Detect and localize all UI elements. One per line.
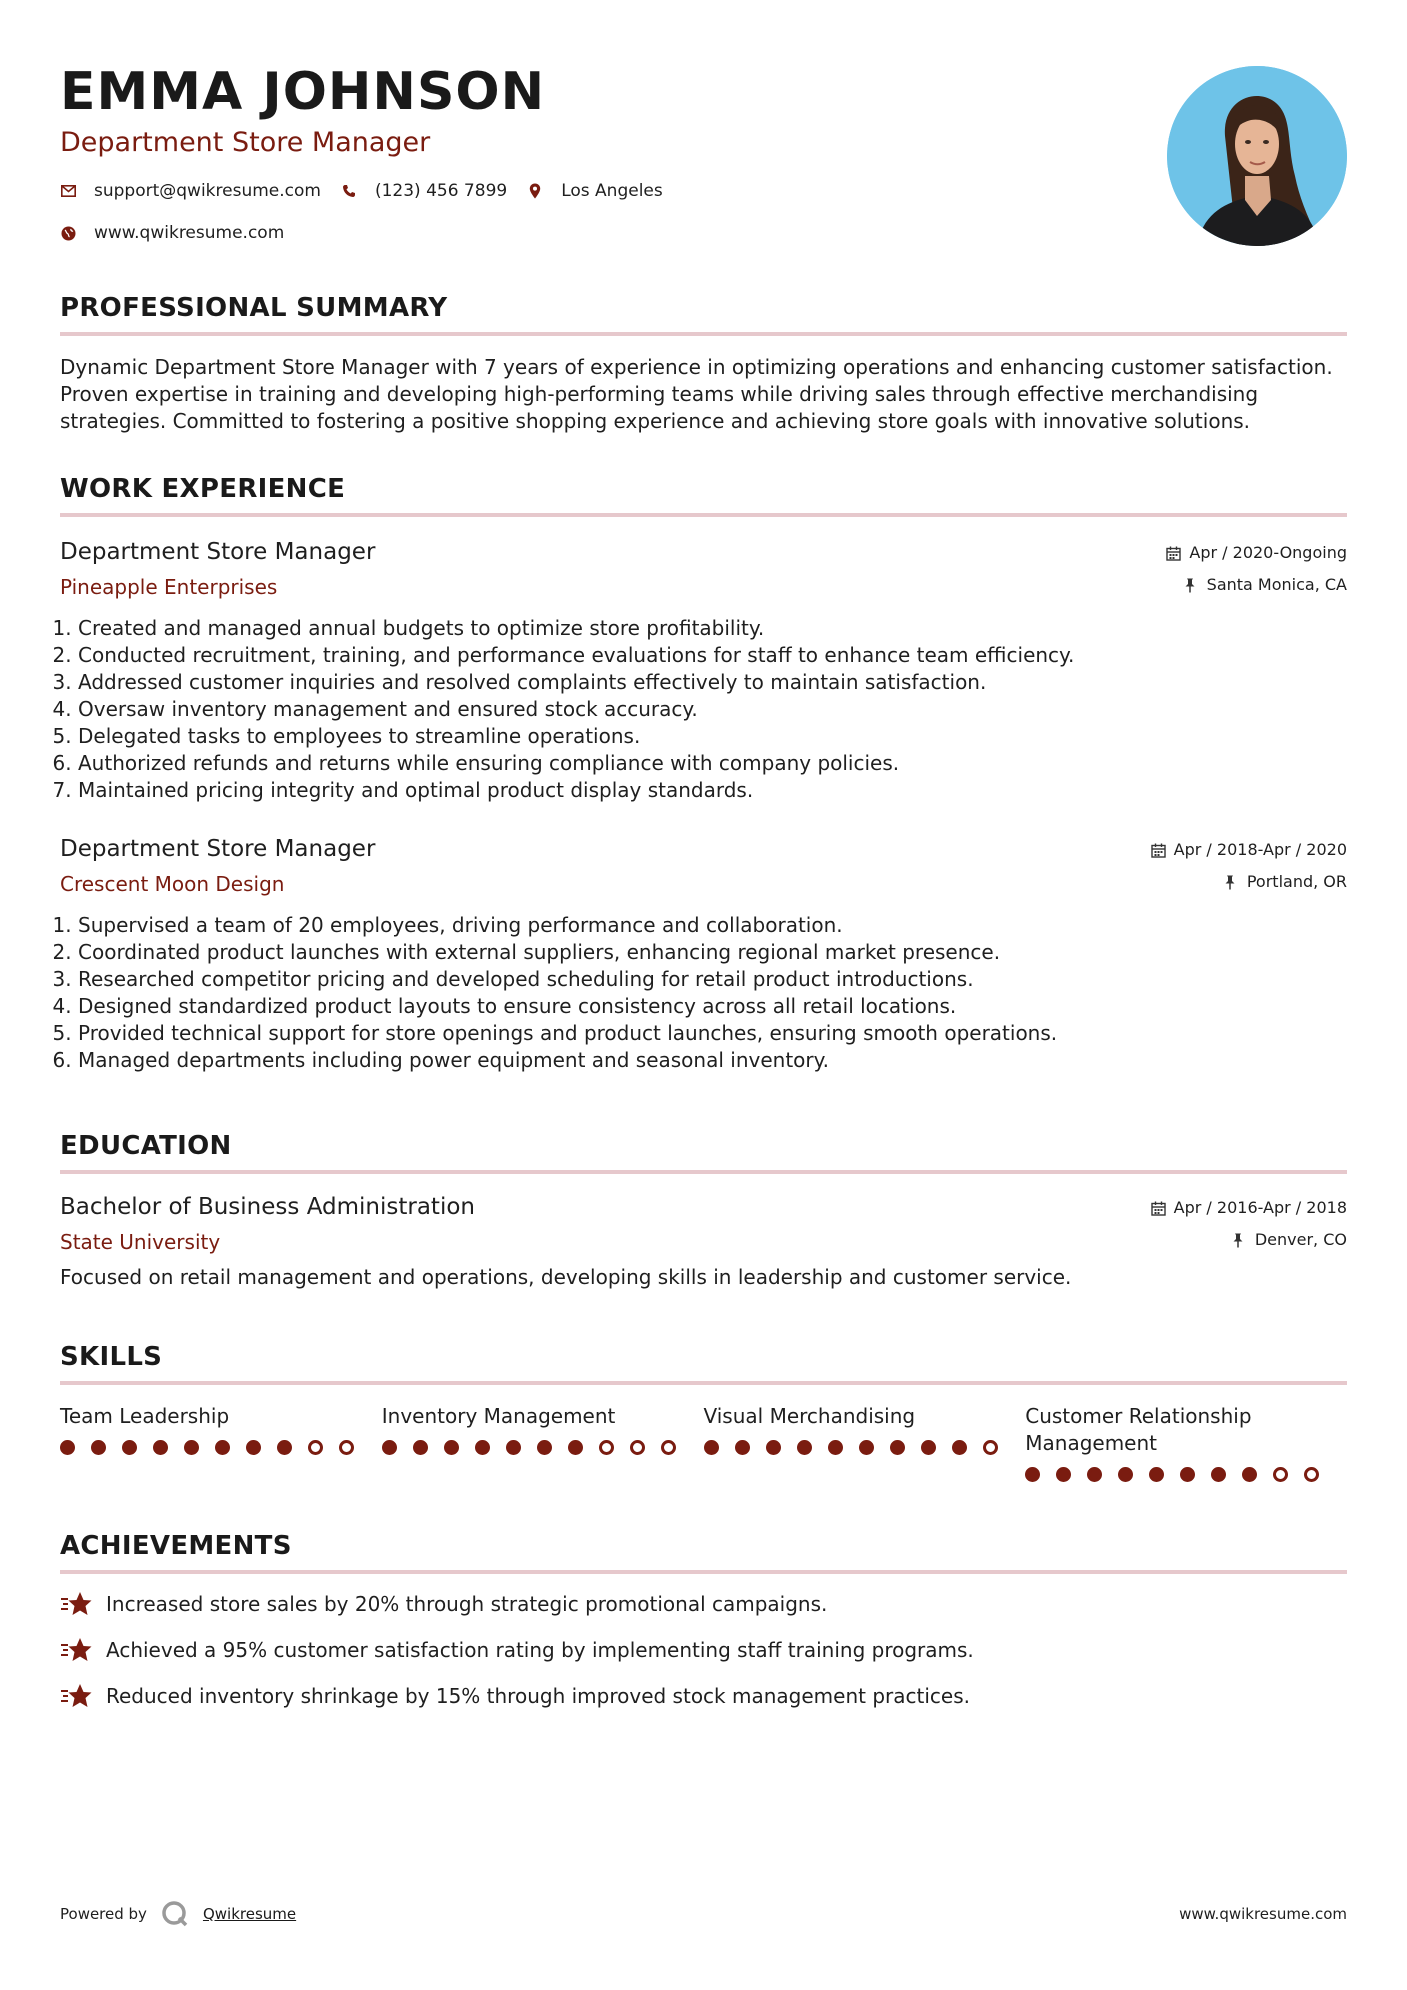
- contact-email[interactable]: [60, 181, 321, 201]
- calendar-icon: [1151, 1201, 1166, 1216]
- contact-location: [527, 181, 663, 201]
- summary-section: [60, 292, 1347, 435]
- job-dates-text: Apr / 2020-Ongoing: [1189, 543, 1347, 562]
- job-role: Department Store Manager: [60, 836, 376, 862]
- job-entry: [60, 537, 1347, 804]
- skill-item: [1025, 1403, 1347, 1482]
- rating-dot-filled: [444, 1440, 459, 1455]
- rating-dot-empty: [630, 1440, 645, 1455]
- achievement-text: Increased store sales by 20% through strategic promotional campaigns.: [106, 1591, 828, 1616]
- star-badge-icon: [60, 1636, 92, 1664]
- rating-dot-empty: [661, 1440, 676, 1455]
- skill-rating: [60, 1440, 382, 1455]
- experience-section: [60, 473, 1347, 1074]
- job-duties: [60, 912, 1347, 1074]
- pushpin-icon: [1224, 875, 1239, 890]
- pushpin-icon: [1184, 578, 1199, 593]
- contact-row: [60, 180, 1347, 202]
- skill-name: Team Leadership: [60, 1404, 230, 1428]
- rating-dot-filled: [1211, 1467, 1226, 1482]
- rating-dot-filled: [215, 1440, 230, 1455]
- rating-dot-filled: [952, 1440, 967, 1455]
- job-dates: [1166, 543, 1347, 563]
- achievement-item: [60, 1636, 1347, 1664]
- job-location: [1166, 575, 1347, 595]
- duty-item: 7. Maintained pricing integrity and optimal product display standards.: [78, 777, 1347, 804]
- skill-rating: [704, 1440, 1026, 1455]
- rating-dot-filled: [766, 1440, 781, 1455]
- achievements-heading: ACHIEVEMENTS: [60, 1530, 1347, 1574]
- rating-dot-filled: [506, 1440, 521, 1455]
- job-duties: [60, 615, 1347, 804]
- duty-item: 3. Researched competitor pricing and developed scheduling for retail product introductions.: [78, 966, 1347, 993]
- duty-item: 1. Supervised a team of 20 employees, driving performance and collaboration.: [78, 912, 1347, 939]
- skill-name: Visual Merchandising: [703, 1404, 916, 1428]
- rating-dot-filled: [1025, 1467, 1040, 1482]
- rating-dot-filled: [1056, 1467, 1071, 1482]
- page-footer: [60, 1900, 1347, 1928]
- rating-dot-filled: [537, 1440, 552, 1455]
- rating-dot-filled: [1149, 1467, 1164, 1482]
- calendar-icon: [1166, 546, 1181, 561]
- calendar-icon: [1151, 843, 1166, 858]
- map-pin-icon: [527, 183, 543, 199]
- job-location-text: Portland, OR: [1246, 872, 1347, 891]
- achievement-text: Achieved a 95% customer satisfaction rating by implementing staff training programs.: [106, 1637, 974, 1662]
- job-entry: [60, 834, 1347, 1074]
- school: State University: [60, 1230, 221, 1254]
- skill-item: [382, 1403, 704, 1482]
- duty-item: 2. Conducted recruitment, training, and performance evaluations for staff to enhance team efficiency.: [78, 642, 1347, 669]
- rating-dot-filled: [1118, 1467, 1133, 1482]
- rating-dot-empty: [1304, 1467, 1319, 1482]
- rating-dot-filled: [475, 1440, 490, 1455]
- education-section: [60, 1130, 1347, 1291]
- job-dates: [1151, 840, 1347, 860]
- rating-dot-filled: [735, 1440, 750, 1455]
- duty-item: 6. Authorized refunds and returns while ensuring compliance with company policies.: [78, 750, 1347, 777]
- duty-item: 5. Provided technical support for store openings and product launches, ensuring smooth operations.: [78, 1020, 1347, 1047]
- duty-item: 4. Oversaw inventory management and ensured stock accuracy.: [78, 696, 1347, 723]
- email-text: support@qwikresume.com: [94, 181, 321, 201]
- skill-item: [704, 1403, 1026, 1482]
- skills-heading: SKILLS: [60, 1341, 1347, 1385]
- phone-icon: [341, 183, 357, 199]
- job-role: Department Store Manager: [60, 539, 376, 565]
- education-entry: [60, 1192, 1347, 1291]
- profile-photo: [1167, 66, 1347, 246]
- rating-dot-filled: [859, 1440, 874, 1455]
- powered-by: [60, 1900, 296, 1928]
- job-company: Crescent Moon Design: [60, 872, 285, 896]
- rating-dot-filled: [122, 1440, 137, 1455]
- rating-dot-filled: [413, 1440, 428, 1455]
- envelope-icon: [60, 183, 76, 199]
- education-heading: EDUCATION: [60, 1130, 1347, 1174]
- rating-dot-empty: [983, 1440, 998, 1455]
- education-dates-text: Apr / 2016-Apr / 2018: [1173, 1198, 1347, 1217]
- job-company: Pineapple Enterprises: [60, 575, 278, 599]
- contact-website[interactable]: [60, 223, 284, 243]
- duty-item: 5. Delegated tasks to employees to streamline operations.: [78, 723, 1347, 750]
- rating-dot-filled: [60, 1440, 75, 1455]
- rating-dot-filled: [1242, 1467, 1257, 1482]
- rating-dot-filled: [921, 1440, 936, 1455]
- skills-section: [60, 1341, 1347, 1482]
- education-location: [1151, 1230, 1347, 1250]
- contact-phone[interactable]: [341, 181, 507, 201]
- skills-list: [60, 1403, 1347, 1482]
- achievements-section: [60, 1530, 1347, 1710]
- job-location-text: Santa Monica, CA: [1206, 575, 1347, 594]
- achievements-list: [60, 1590, 1347, 1710]
- candidate-title: Department Store Manager: [60, 127, 431, 158]
- degree: Bachelor of Business Administration: [60, 1194, 475, 1220]
- summary-heading: PROFESSIONAL SUMMARY: [60, 292, 1347, 336]
- rating-dot-filled: [797, 1440, 812, 1455]
- phone-text: (123) 456 7899: [374, 181, 508, 201]
- star-badge-icon: [60, 1682, 92, 1710]
- rating-dot-filled: [568, 1440, 583, 1455]
- rating-dot-filled: [828, 1440, 843, 1455]
- rating-dot-empty: [339, 1440, 354, 1455]
- skill-rating: [382, 1440, 704, 1455]
- rating-dot-filled: [184, 1440, 199, 1455]
- candidate-name: EMMA JOHNSON: [60, 62, 546, 122]
- rating-dot-empty: [599, 1440, 614, 1455]
- star-badge-icon: [60, 1590, 92, 1618]
- powered-by-label: Powered by: [60, 1905, 147, 1923]
- summary-text: Dynamic Department Store Manager with 7 years of experience in optimizing operations and enhancing customer satisfaction. Proven expertise in training and developing high-performing teams while driving sales through effective merchandising strategies. Committed to fostering a positive shopping experience and achieving store goals with innovative solutions.: [60, 355, 1333, 433]
- rating-dot-filled: [246, 1440, 261, 1455]
- duty-item: 4. Designed standardized product layouts to ensure consistency across all retail locations.: [78, 993, 1347, 1020]
- website-text: www.qwikresume.com: [94, 223, 285, 243]
- rating-dot-filled: [1087, 1467, 1102, 1482]
- rating-dot-empty: [1273, 1467, 1288, 1482]
- rating-dot-filled: [382, 1440, 397, 1455]
- location-text: Los Angeles: [561, 181, 663, 201]
- footer-website[interactable]: www.qwikresume.com: [1179, 1905, 1347, 1923]
- skill-name: Inventory Management: [381, 1404, 616, 1428]
- achievement-item: [60, 1682, 1347, 1710]
- skill-name: Customer Relationship Management: [1025, 1404, 1252, 1455]
- resume-header: [60, 62, 1347, 262]
- job-location: [1151, 872, 1347, 892]
- rating-dot-filled: [1180, 1467, 1195, 1482]
- contact-row-website: [60, 222, 1347, 244]
- qwikresume-logo-icon: [161, 1900, 189, 1928]
- duty-item: 2. Coordinated product launches with external suppliers, enhancing regional market presence.: [78, 939, 1347, 966]
- experience-heading: WORK EXPERIENCE: [60, 473, 1347, 517]
- rating-dot-filled: [704, 1440, 719, 1455]
- rating-dot-filled: [153, 1440, 168, 1455]
- job-dates-text: Apr / 2018-Apr / 2020: [1173, 840, 1347, 859]
- duty-item: 1. Created and managed annual budgets to optimize store profitability.: [78, 615, 1347, 642]
- pushpin-icon: [1232, 1233, 1247, 1248]
- qwikresume-link[interactable]: Qwikresume: [202, 1905, 297, 1923]
- skill-item: [60, 1403, 382, 1482]
- education-location-text: Denver, CO: [1254, 1230, 1347, 1249]
- skill-rating: [1025, 1467, 1347, 1482]
- rating-dot-filled: [91, 1440, 106, 1455]
- duty-item: 6. Managed departments including power equipment and seasonal inventory.: [78, 1047, 1347, 1074]
- rating-dot-filled: [277, 1440, 292, 1455]
- achievement-item: [60, 1590, 1347, 1618]
- education-description: Focused on retail management and operations, developing skills in leadership and customer service.: [60, 1265, 1072, 1289]
- rating-dot-empty: [308, 1440, 323, 1455]
- globe-icon: [60, 225, 76, 241]
- rating-dot-filled: [890, 1440, 905, 1455]
- education-dates: [1151, 1198, 1347, 1218]
- duty-item: 3. Addressed customer inquiries and resolved complaints effectively to maintain satisfaction.: [78, 669, 1347, 696]
- achievement-text: Reduced inventory shrinkage by 15% through improved stock management practices.: [106, 1683, 970, 1708]
